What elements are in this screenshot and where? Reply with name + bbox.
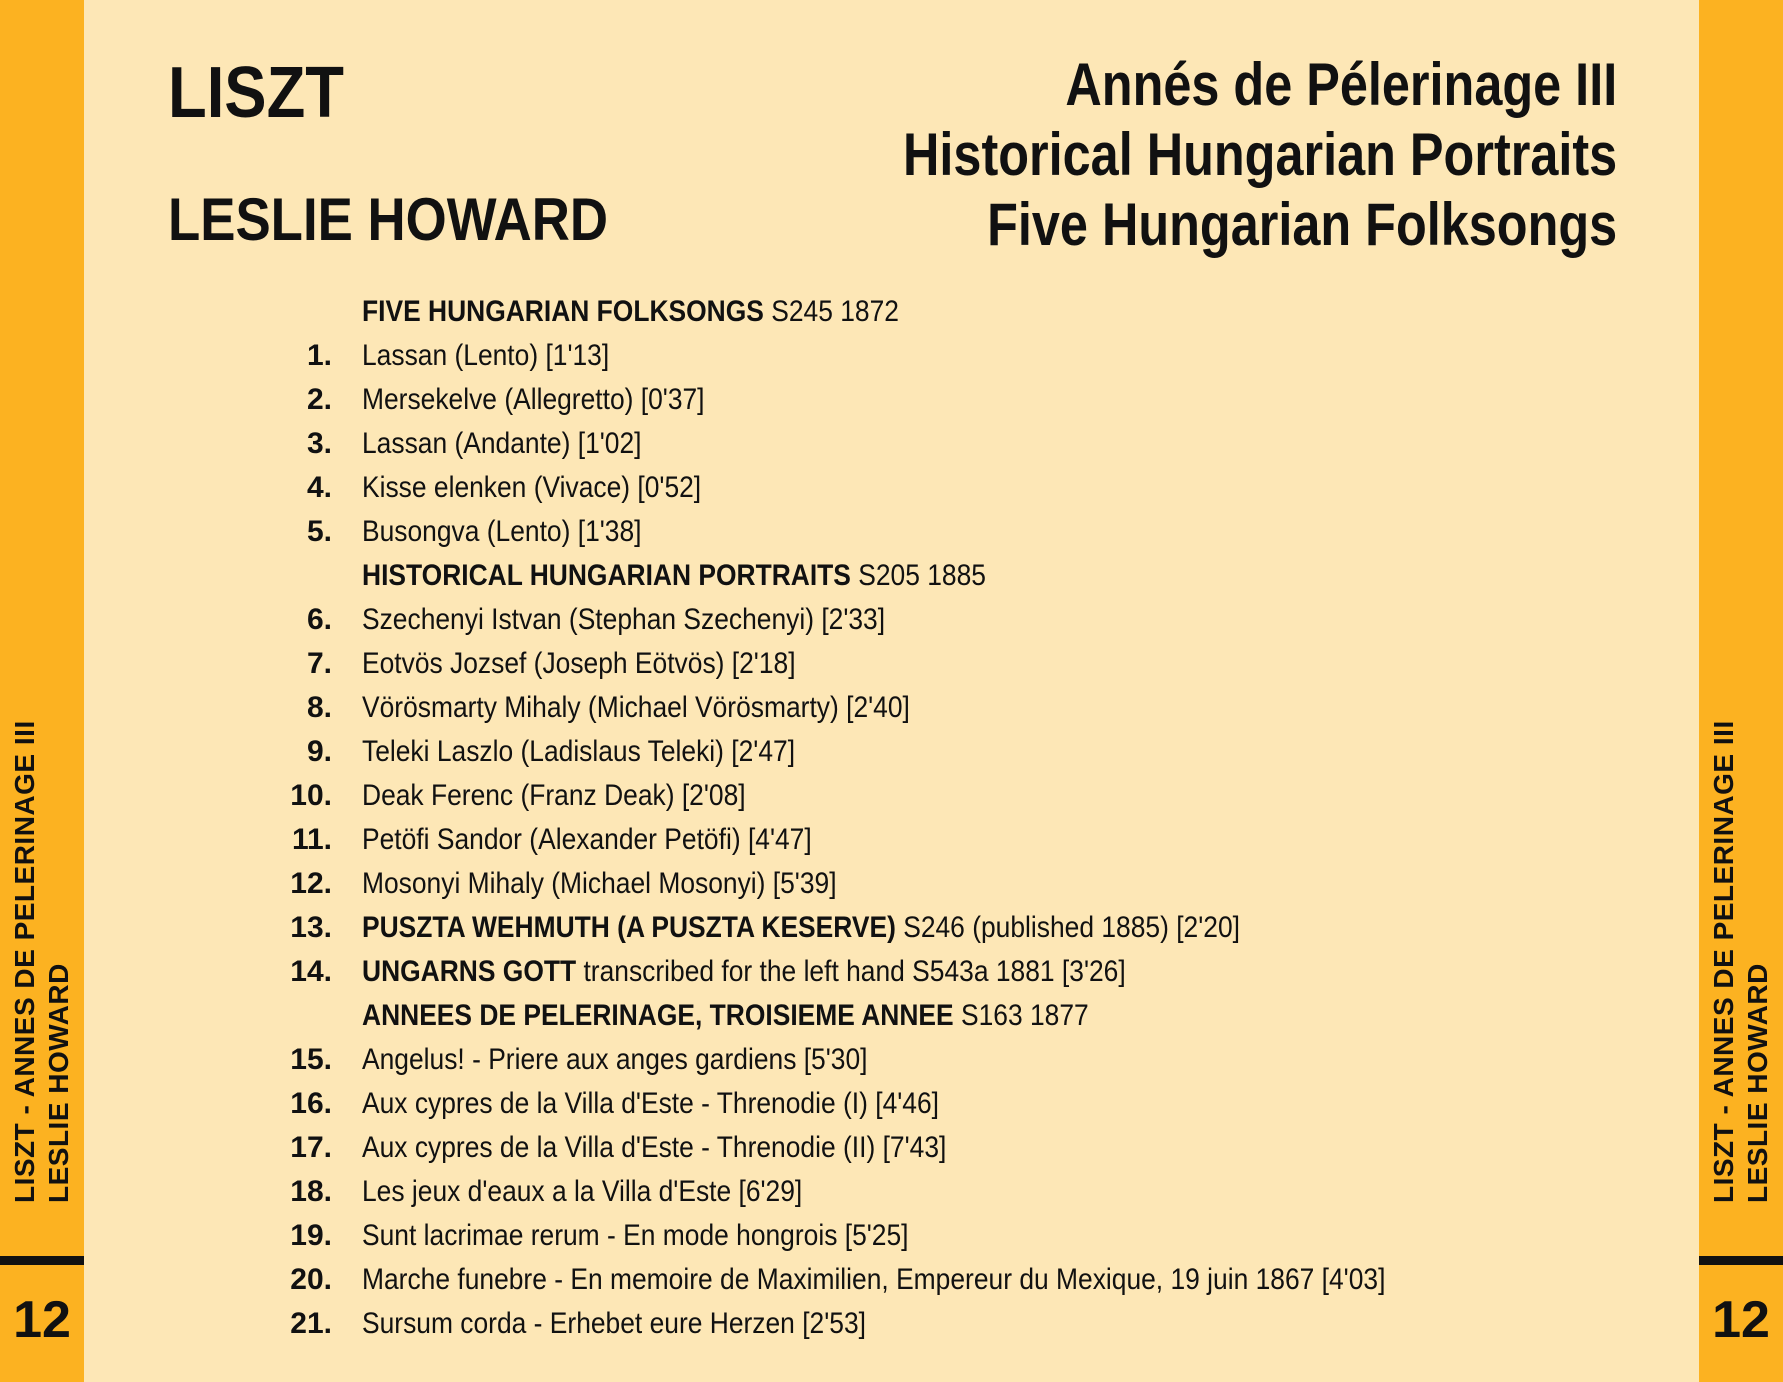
track-text xyxy=(362,1263,1385,1297)
track-text xyxy=(362,647,796,681)
track-bold-title: PUSZTA WEHMUTH (A PUSZTA KESERVE) xyxy=(362,911,896,944)
track-text xyxy=(362,295,899,329)
right-spine xyxy=(1699,0,1783,1382)
track-text xyxy=(362,691,910,725)
album-title-2: Historical Hungarian Portraits xyxy=(902,121,1617,188)
track-detail: Petöfi Sandor (Alexander Petöfi) [4'47] xyxy=(362,823,812,856)
track-bold-title: ANNEES DE PELERINAGE, TROISIEME ANNEE xyxy=(362,999,954,1032)
track-detail: Eotvös Jozsef (Joseph Eötvös) [2'18] xyxy=(362,647,796,680)
track-row xyxy=(278,906,1578,950)
track-bold-title: HISTORICAL HUNGARIAN PORTRAITS xyxy=(362,559,851,592)
track-number: 11. xyxy=(291,823,332,856)
track-number: 20. xyxy=(290,1263,332,1296)
track-number: 4. xyxy=(306,471,332,504)
track-row xyxy=(278,378,1578,422)
track-row xyxy=(278,1258,1578,1302)
track-bold-title: FIVE HUNGARIAN FOLKSONGS xyxy=(362,295,764,328)
track-row xyxy=(278,466,1578,510)
track-row xyxy=(278,686,1578,730)
track-text xyxy=(362,999,1089,1033)
section-heading-row xyxy=(278,994,1578,1038)
spine-title xyxy=(4,663,80,1203)
track-number: 8. xyxy=(306,691,332,724)
track-number: 5. xyxy=(306,515,332,548)
album-title-3: Five Hungarian Folksongs xyxy=(986,191,1617,258)
page-number: 12 xyxy=(13,1291,71,1349)
performer-name: LESLIE HOWARD xyxy=(168,186,609,253)
track-row xyxy=(278,774,1578,818)
track-number: 14. xyxy=(290,955,332,988)
track-number: 15. xyxy=(290,1043,332,1076)
track-text xyxy=(362,867,837,901)
track-row xyxy=(278,1214,1578,1258)
track-detail: Aux cypres de la Villa d'Este - Threnodie (I) [4'46] xyxy=(362,1087,940,1120)
spine-title-line2: LESLIE HOWARD xyxy=(43,963,74,1203)
track-text xyxy=(362,1087,939,1121)
track-detail: Szechenyi Istvan (Stephan Szechenyi) [2'33] xyxy=(362,603,886,636)
track-text xyxy=(362,1175,802,1209)
track-row xyxy=(278,642,1578,686)
track-text xyxy=(362,559,986,593)
track-detail: Kisse elenken (Vivace) [0'52] xyxy=(362,471,702,504)
tracklist xyxy=(278,290,1578,1346)
track-bold-title: UNGARNS GOTT xyxy=(362,955,577,988)
track-number: 9. xyxy=(306,735,332,768)
track-detail: Sunt lacrimae rerum - En mode hongrois [5'25] xyxy=(362,1219,909,1252)
track-text xyxy=(362,1131,946,1165)
track-detail: Lassan (Lento) [1'13] xyxy=(362,339,610,372)
track-row xyxy=(278,598,1578,642)
track-text xyxy=(362,735,795,769)
track-text xyxy=(362,471,701,505)
page-number: 12 xyxy=(1712,1291,1770,1349)
section-heading-row xyxy=(278,290,1578,334)
track-detail: Les jeux d'eaux a la Villa d'Este [6'29] xyxy=(362,1175,803,1208)
track-detail: S205 1885 xyxy=(850,559,986,592)
spine-title-line1: LISZT - ANNES DE PELERINAGE III xyxy=(1708,720,1739,1203)
track-row xyxy=(278,1038,1578,1082)
track-text xyxy=(362,1219,909,1253)
track-number: 19. xyxy=(290,1219,332,1252)
track-row xyxy=(278,334,1578,378)
track-detail: Marche funebre - En memoire de Maximilien, Empereur du Mexique, 19 juin 1867 [4'03] xyxy=(362,1263,1386,1296)
section-heading-row xyxy=(278,554,1578,598)
track-text xyxy=(362,515,641,549)
track-detail: transcribed for the left hand S543a 1881 [3'26] xyxy=(576,955,1126,988)
composer-name: LISZT xyxy=(168,53,344,133)
track-detail: Sursum corda - Erhebet eure Herzen [2'53] xyxy=(362,1307,866,1340)
track-text xyxy=(362,779,746,813)
track-text xyxy=(362,823,812,857)
left-spine xyxy=(0,0,84,1382)
track-detail: Mersekelve (Allegretto) [0'37] xyxy=(362,383,705,416)
track-number: 6. xyxy=(306,603,332,636)
track-number: 12. xyxy=(290,867,332,900)
track-row xyxy=(278,862,1578,906)
track-detail: Teleki Laszlo (Ladislaus Teleki) [2'47] xyxy=(362,735,796,768)
track-row xyxy=(278,818,1578,862)
track-text xyxy=(362,911,1240,945)
track-number: 16. xyxy=(290,1087,332,1120)
track-row xyxy=(278,422,1578,466)
track-number: 17. xyxy=(290,1131,332,1164)
album-titles xyxy=(903,50,1617,260)
track-number: 18. xyxy=(290,1175,332,1208)
track-detail: Lassan (Andante) [1'02] xyxy=(362,427,642,460)
track-text xyxy=(362,955,1126,989)
track-number: 1. xyxy=(306,339,332,372)
track-detail: S163 1877 xyxy=(953,999,1089,1032)
track-text xyxy=(362,1043,867,1077)
track-number: 13. xyxy=(290,911,332,944)
track-text xyxy=(362,427,641,461)
track-row xyxy=(278,1126,1578,1170)
track-detail: Deak Ferenc (Franz Deak) [2'08] xyxy=(362,779,746,812)
track-row xyxy=(278,1302,1578,1346)
track-row xyxy=(278,950,1578,994)
track-number: 10. xyxy=(290,779,332,812)
spine-divider xyxy=(1699,1256,1783,1265)
track-number: 2. xyxy=(306,383,332,416)
album-title-1: Annés de Pélerinage III xyxy=(1065,51,1617,118)
track-row xyxy=(278,1082,1578,1126)
spine-title-line2: LESLIE HOWARD xyxy=(1742,963,1773,1203)
track-row xyxy=(278,730,1578,774)
spine-title-line1: LISZT - ANNES DE PELERINAGE III xyxy=(9,720,40,1203)
spine-divider xyxy=(0,1256,84,1265)
track-text xyxy=(362,603,885,637)
track-detail: S246 (published 1885) [2'20] xyxy=(895,911,1240,944)
track-detail: Mosonyi Mihaly (Michael Mosonyi) [5'39] xyxy=(362,867,837,900)
track-number: 21. xyxy=(290,1307,332,1340)
track-number: 3. xyxy=(306,427,332,460)
track-row xyxy=(278,1170,1578,1214)
track-number: 7. xyxy=(306,647,332,680)
track-detail: Aux cypres de la Villa d'Este - Threnodie (II) [7'43] xyxy=(362,1131,947,1164)
track-text xyxy=(362,339,609,373)
spine-title xyxy=(1703,663,1779,1203)
track-text xyxy=(362,383,705,417)
track-text xyxy=(362,1307,866,1341)
track-detail: Busongva (Lento) [1'38] xyxy=(362,515,642,548)
track-detail: Vörösmarty Mihaly (Michael Vörösmarty) [2'40] xyxy=(362,691,910,724)
track-row xyxy=(278,510,1578,554)
track-detail: Angelus! - Priere aux anges gardiens [5'30] xyxy=(362,1043,868,1076)
track-detail: S245 1872 xyxy=(763,295,899,328)
